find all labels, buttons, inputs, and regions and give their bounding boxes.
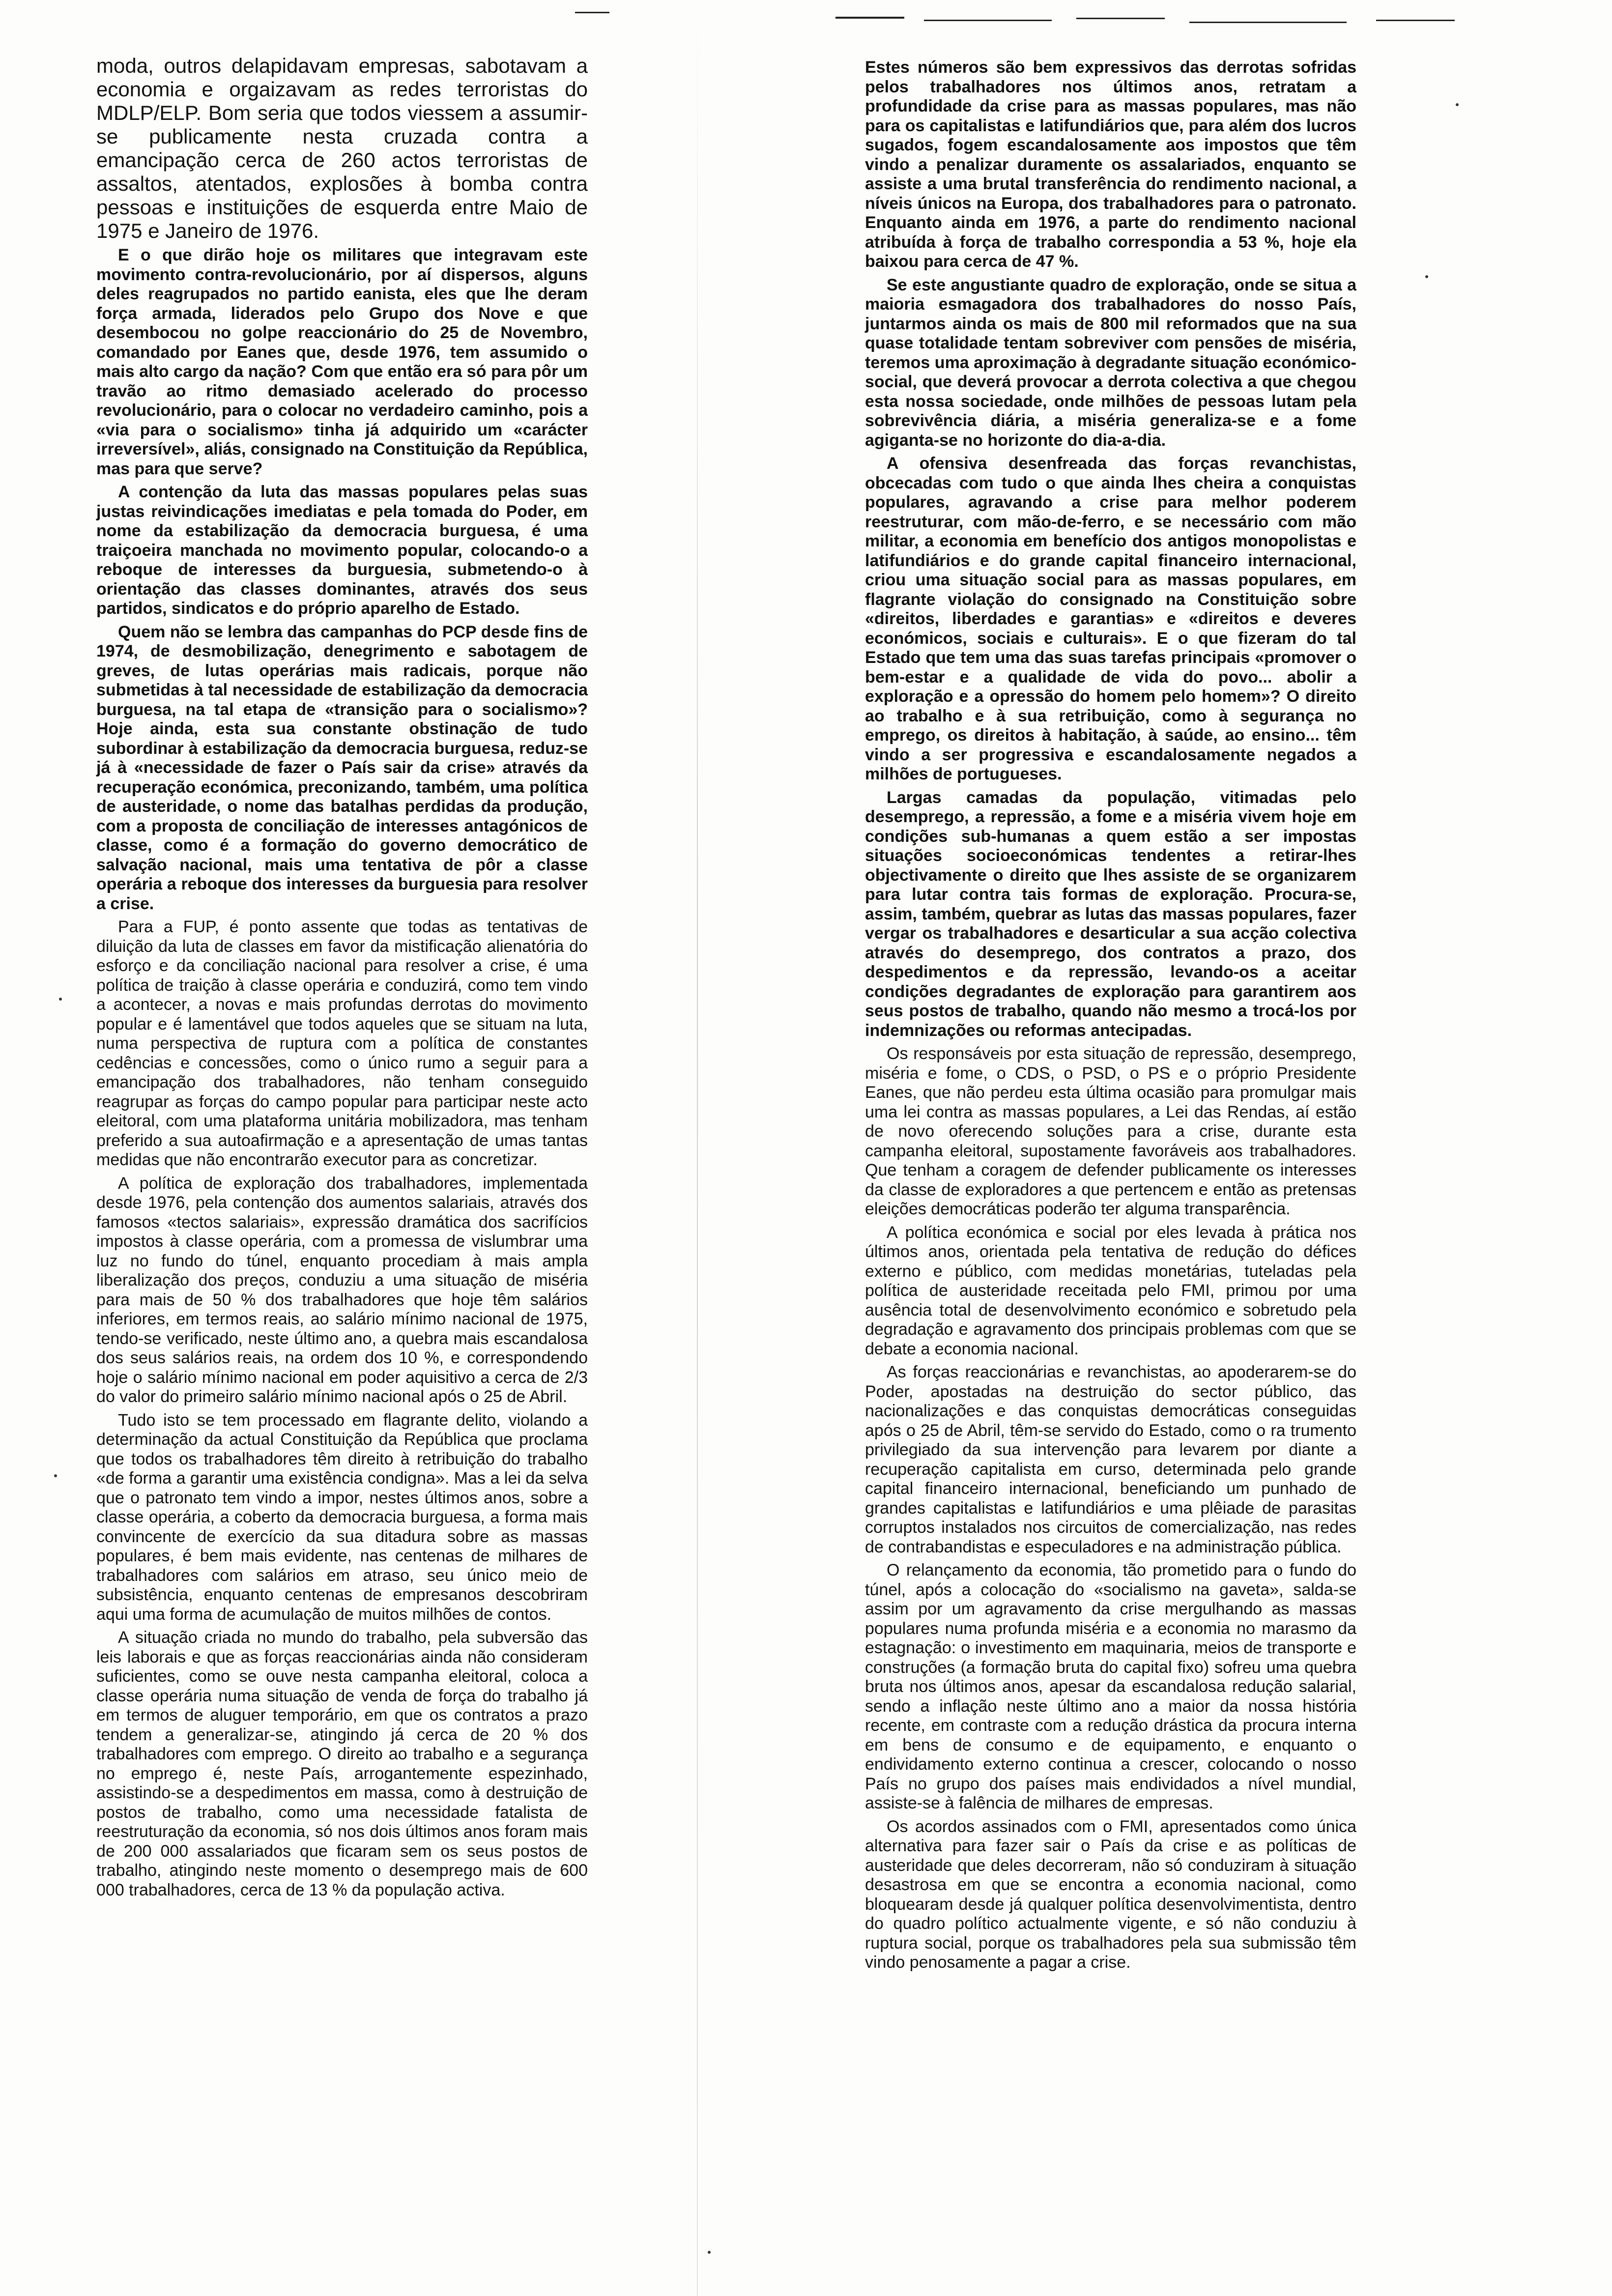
paragraph: Se este angustiante quadro de exploração, onde se situa a maioria esmagadora dos trabalhadores do nosso País, juntarmos ainda os mais de 800 mil reformados que na sua quase totalidade tentam sobreviver com pensões de miséria, teremos uma aproximação à degradante situação económico-social, que deverá provocar a derrota colectiva a que chegou esta nossa sociedade, onde milhões de pessoas lutam pela sobrevivência diária, a miséria generaliza-se e a fome agiganta-se no horizonte do dia-a-dia.: [865, 275, 1356, 450]
page-fold: [697, 0, 698, 2296]
paragraph: A ofensiva desenfreada das forças revanchistas, obcecadas com tudo o que ainda lhes cheira a conquistas populares, agravando a crise para melhor poderem reestruturar, com mão-de-ferro, e se necessário com mão militar, a economia em benefício dos antigos monopolistas e latifundiários e do grande capital financeiro internacional, criou uma situação social para as massas populares, em flagrante violação do consignado na Constituição sobre «direitos, liberdades e garantias» e «direitos e deveres económicos, sociais e culturais». E o que fizeram do tal Estado que tem uma das suas tarefas principais «promover o bem-estar e a qualidade de vida do povo... abolir a exploração e a opressão do homem pelo homem»? O direito ao trabalho e à sua retribuição, como à segurança no emprego, os direitos à habitação, à saúde, ao ensino... têm vindo a ser progressiva e escandalosamente negados a milhões de portugueses.: [865, 454, 1356, 783]
left-column: [96, 54, 588, 1904]
paragraph: A contenção da luta das massas populares pelas suas justas reivindicações imediatas e pela tomada do Poder, em nome da estabilização da democracia burguesa, é uma traiçoeira manchada no movimento popular, colocando-o a reboque de interesses da burguesia, submetendo-o à orientação das classes dominantes, através dos seus partidos, sindicatos e do próprio aparelho de Estado.: [96, 483, 588, 618]
scan-artifact-speck: [54, 1474, 57, 1477]
paragraph: A situação criada no mundo do trabalho, pela subversão das leis laborais e que as forças reaccionárias ainda não consideram suficientes, como se ouve nesta campanha eleitoral, coloca a classe operária numa situação de venda de força do trabalho já em termos de aluguer temporário, em que os contratos a prazo tendem a generalizar-se, atingindo já cerca de 20 % dos trabalhadores com emprego. O direito ao trabalho e a segurança no emprego é, neste País, arrogantemente espezinhado, assistindo-se a despedimentos em massa, como à destruição de postos de trabalho, como uma necessidade fatalista de reestruturação da economia, só nos dois últimos anos foram mais de 200 000 assalariados que ficaram sem os seus postos de trabalho, atingindo neste momento o desemprego mais de 600 000 trabalhadores, cerca de 13 % da população activa.: [96, 1628, 588, 1899]
scan-artifact-top-right: [1076, 18, 1165, 19]
scan-artifact-speck: [59, 998, 62, 1001]
scan-artifact-top-right: [1376, 20, 1455, 21]
scan-artifact-speck: [708, 2251, 711, 2254]
paragraph: O relançamento da economia, tão prometido para o fundo do túnel, após a colocação do «socialismo na gaveta», salda-se assim por um agravamento da crise mergulhando as massas populares numa profunda miséria e a economia no marasmo da estagnação: o investimento em maquinaria, meios de transporte e construções (a formação bruta do capital fixo) sofreu uma quebra bruta nos últimos anos, apesar da escandalosa redução salarial, sendo a inflação neste último ano a maior da nossa história recente, em contraste com a redução drástica da procura interna em bens de consumo e de equipamento, e enquanto o endividamento externo continua a crescer, colocando o nosso País no grupo dos países mais endividados a nível mundial, assiste-se à falência de milhares de empresas.: [865, 1561, 1356, 1812]
paragraph: A política económica e social por eles levada à prática nos últimos anos, orientada pela tentativa de redução do défices externo e público, com medidas monetárias, tuteladas pela política de austeridade receitada pelo FMI, primou por uma ausência total de desenvolvimento económico e sobretudo pela degradação e agravamento dos principais problemas com que se debate a economia nacional.: [865, 1223, 1356, 1358]
paragraph: Estes números são bem expressivos das derrotas sofridas pelos trabalhadores nos últimos anos, retratam a profundidade da crise para as massas populares, mas não para os capitalistas e latifundiários que, para além dos lucros sugados, fogem escandalosamente aos impostos que têm vindo a penalizar duramente os assalariados, enquanto se assiste a uma brutal transferência do rendimento nacional, a níveis únicos na Europa, dos trabalhadores para o patronato. Enquanto ainda em 1976, a parte do rendimento nacional atribuída à força de trabalho correspondia a 53 %, hoje ela baixou para cerca de 47 %.: [865, 58, 1356, 271]
paragraph: Largas camadas da população, vitimadas pelo desemprego, a repressão, a fome e a miséria vivem hoje em condições sub-humanas a quem estão a ser impostas situações socioeconómicas tendentes a retirar-lhes objectivamente o direito que lhes assiste de se organizarem para lutar contra tais formas de exploração. Procura-se, assim, também, quebrar as lutas das massas populares, fazer vergar os trabalhadores e desarticular a sua acção colectiva através do desemprego, dos contratos a prazo, dos despedimentos e da repressão, levando-os a aceitar condições degradantes de exploração para garantirem aos seus postos de trabalho, quando não mesmo a trocá-los por indemnizações ou reformas antecipadas.: [865, 788, 1356, 1040]
paragraph: Quem não se lembra das campanhas do PCP desde fins de 1974, de desmobilização, denegrimento e sabotagem de greves, de lutas operárias mais radicais, porque não submetidas à tal necessidade de estabilização da democracia burguesa, na tal etapa de «transição para o socialismo»? Hoje ainda, esta sua constante obstinação de tudo subordinar à estabilização da democracia burguesa, reduz-se já à «necessidade de fazer o País sair da crise» através da recuperação económica, preconizando, também, uma política de austeridade, o nome das batalhas perdidas da produção, com a proposta de conciliação de interesses antagónicos de classe, como é a formação do governo democrático de salvação nacional, mais uma tentativa de pôr a classe operária a reboque dos interesses da burguesia para resolver a crise.: [96, 622, 588, 913]
paragraph: Para a FUP, é ponto assente que todas as tentativas de diluição da luta de classes em favor da mistificação alienatória do esforço e da conciliação nacional para resolver a crise, é uma política de traição à classe operária e conduzirá, como tem vindo a acontecer, a novas e mais profundas derrotas do movimento popular e é lamentável que todos aqueles que se situam na luta, numa perspectiva de ruptura com a política de constantes cedências e concessões, como o único rumo a seguir para a emancipação dos trabalhadores, não tenham conseguido reagrupar as forças do campo popular para participar neste acto eleitoral, com uma plataforma unitária mobilizadora, mas tenham preferido a sua autoafirmação e a apresentação de umas tantas medidas que não encontrarão executor para as concretizar.: [96, 918, 588, 1169]
paragraph: As forças reaccionárias e revanchistas, ao apoderarem-se do Poder, apostadas na destruição do sector público, das nacionalizações e das conquistas democráticas conseguidas após o 25 de Abril, têm-se servido do Estado, como o ra trumento privilegiado da sua intervenção para levarem por diante a recuperação capitalista em curso, determinada pelo grande capital financeiro internacional, beneficiando um punhado de grandes capitalistas e latifundiários e uma plêiade de parasitas corruptos instalados nos circuitos de comercialização, nas redes de contrabandistas e especuladores e na administração pública.: [865, 1363, 1356, 1556]
paragraph: E o que dirão hoje os militares que integravam este movimento contra-revolucionário, por aí dispersos, alguns deles reagrupados no partido eanista, eles que lhe deram força armada, liderados pelo Grupo dos Nove e que desembocou no golpe reaccionário do 25 de Novembro, comandado por Eanes que, desde 1976, tem assumido o mais alto cargo da nação? Com que então era só para pôr um travão ao ritmo demasiado acelerado do processo revolucionário, para o colocar no verdadeiro caminho, pois a «via para o socialismo» tinha já adquirido um «carácter irreversível», aliás, consignado na Constituição da República, mas para que serve?: [96, 246, 588, 478]
scan-artifact-speck: [1425, 275, 1428, 278]
paragraph: Tudo isto se tem processado em flagrante delito, violando a determinação da actual Constituição da República que proclama que todos os trabalhadores têm direito à retribuição do trabalho «de forma a garantir uma existência condigna». Mas a lei da selva que o patronato tem vindo a impor, nestes últimos anos, sobre a classe operária, a coberto da democracia burguesa, a forma mais convincente de exercício da sua ditadura sobre as massas populares, é bem mais evidente, nas centenas de milhares de trabalhadores com salários em atraso, seu único meio de subsistência, enquanto centenas de empresanos descobriram aqui uma forma de acumulação de muitos milhões de contos.: [96, 1410, 588, 1624]
paragraph: Os responsáveis por esta situação de repressão, desemprego, miséria e fome, o CDS, o PSD, o PS e o próprio Presidente Eanes, que não perdeu esta última ocasião para promulgar mais uma lei contra as massas populares, a Lei das Rendas, aí estão de novo oferecendo soluções para a crise, durante esta campanha eleitoral, supostamente favoráveis aos trabalhadores. Que tenham a coragem de defender publicamente os interesses da classe de exploradores a que pertencem e então as pretensas eleições democráticas poderão ter alguma transparência.: [865, 1044, 1356, 1218]
paragraph: A política de exploração dos trabalhadores, implementada desde 1976, pela contenção dos aumentos salariais, através dos famosos «tectos salariais», expressão dramática dos sacrifícios impostos à classe operária, com a promessa de vislumbrar uma luz no fundo do túnel, enquanto procediam à mais ampla liberalização dos preços, conduziu a uma situação de miséria para mais de 50 % dos trabalhadores que hoje têm salários inferiores, em termos reais, ao salário mínimo nacional de 1975, tendo-se verificado, neste último ano, a quebra mais escandalosa dos seus salários reais, na ordem dos 10 %, e correspondendo hoje o salário mínimo nacional em poder aquisitivo a cerca de 2/3 do valor do primeiro salário mínimo nacional após o 25 de Abril.: [96, 1174, 588, 1406]
paragraph: Os acordos assinados com o FMI, apresentados como única alternativa para fazer sair o País da crise e as políticas de austeridade que deles decorreram, não só conduziram à situação desastrosa em que se encontra a economia nacional, como bloquearam desde já qualquer política desenvolvimentista, dentro do quadro político actualmente vigente, e só não conduziu à ruptura social, porque os trabalhadores pela sua submissão têm vindo penosamente a pagar a crise.: [865, 1817, 1356, 1972]
scan-artifact-top-left: [575, 12, 609, 13]
paragraph: moda, outros delapidavam empresas, sabotavam a economia e orgaizavam as redes terroristas do MDLP/ELP. Bom seria que todos viessem a assumir-se publicamente nesta cruzada contra a emancipação cerca de 260 actos terroristas de assaltos, atentados, explosões à bomba contra pessoas e instituições de esquerda entre Maio de 1975 e Janeiro de 1976.: [96, 54, 588, 242]
scan-artifact-top-right: [1189, 22, 1347, 23]
right-column: [865, 58, 1356, 1977]
scan-artifact-speck: [1456, 103, 1459, 106]
scan-artifact-top-right: [835, 17, 904, 19]
scan-artifact-top-right: [924, 20, 1052, 21]
